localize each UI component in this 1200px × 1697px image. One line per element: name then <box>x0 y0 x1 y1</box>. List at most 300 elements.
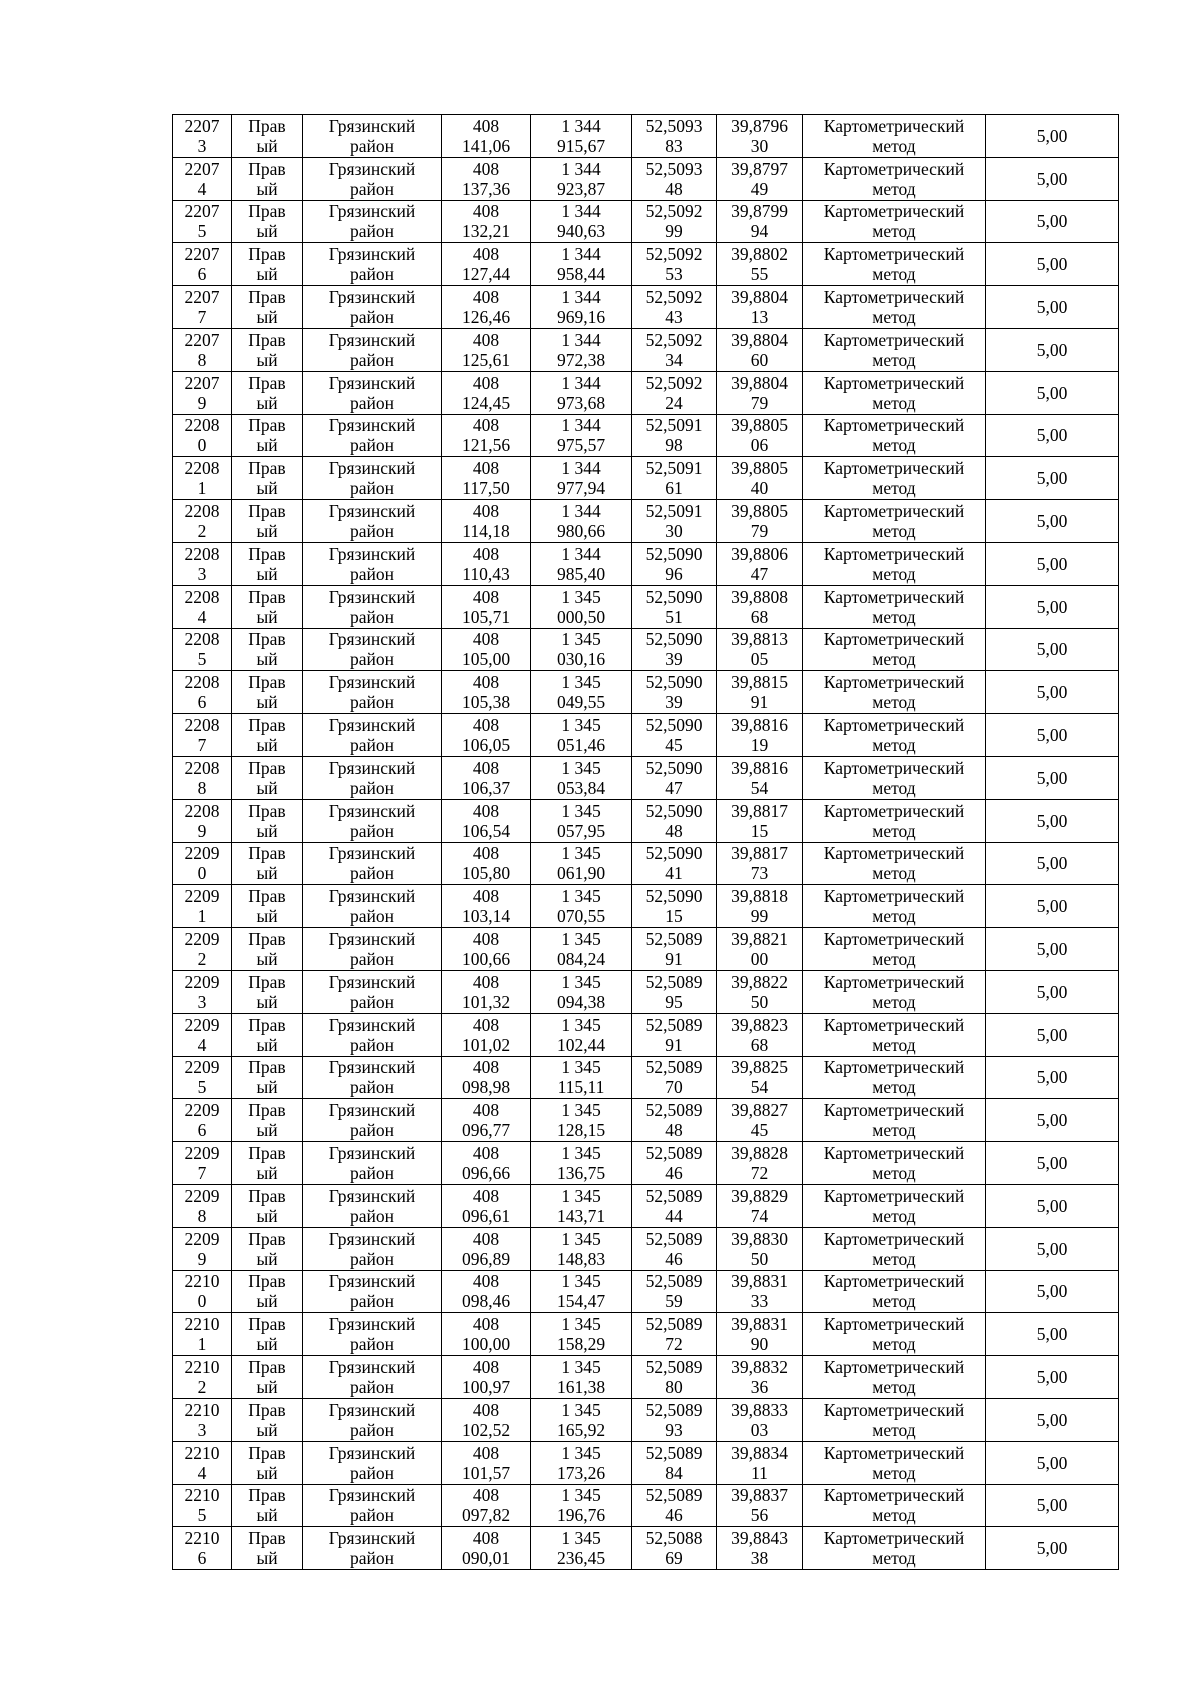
x-coordinate-cell <box>442 1184 531 1227</box>
x-coordinate-line: 101,57 <box>461 1462 511 1483</box>
latitude-line: 83 <box>665 135 683 156</box>
side-cell <box>232 243 303 286</box>
y-coordinate-line: 102,44 <box>556 1034 606 1055</box>
longitude-line: 00 <box>750 949 769 970</box>
method-line: метод <box>872 777 916 798</box>
side-cell <box>232 1099 303 1142</box>
district-cell <box>303 1056 442 1099</box>
point-number-line: 2208 <box>184 586 220 607</box>
method-line: метод <box>872 478 916 499</box>
latitude-cell <box>632 1227 717 1270</box>
latitude-line: 41 <box>665 863 683 884</box>
district-cell <box>303 414 442 457</box>
table-row <box>173 286 1119 329</box>
table-row <box>173 1270 1119 1313</box>
method-line: Картометрический <box>823 843 965 864</box>
longitude-line: 99 <box>750 906 769 927</box>
latitude-cell <box>632 1270 717 1313</box>
accuracy-cell: 5,00 <box>986 585 1119 628</box>
method-line: метод <box>872 1419 916 1440</box>
x-coordinate-cell <box>442 414 531 457</box>
longitude-line: 39,8806 <box>731 543 788 564</box>
longitude-line: 39,8832 <box>731 1357 788 1377</box>
x-coordinate-line: 408 <box>472 543 500 564</box>
method-line: метод <box>872 563 916 584</box>
y-coordinate-line: 1 345 <box>561 1057 601 1078</box>
accuracy-cell: 5,00 <box>986 928 1119 971</box>
accuracy-cell: 5,00 <box>986 157 1119 200</box>
method-line: Картометрический <box>823 672 965 693</box>
side-line: Прав <box>248 629 286 650</box>
method-line: метод <box>872 991 916 1012</box>
side-line: Прав <box>248 843 286 864</box>
table-row <box>173 1184 1119 1227</box>
x-coordinate-line: 408 <box>472 158 500 179</box>
district-line: Грязинский <box>328 115 416 136</box>
longitude-line: 39,8804 <box>731 329 788 350</box>
point-number-cell <box>173 628 232 671</box>
x-coordinate-cell <box>442 1142 531 1185</box>
district-line: район <box>350 1248 394 1269</box>
longitude-line: 39,8802 <box>731 244 788 265</box>
latitude-line: 72 <box>665 1334 683 1355</box>
district-line: Грязинский <box>328 1143 416 1164</box>
method-cell <box>803 1227 986 1270</box>
district-line: район <box>350 649 394 670</box>
table-row <box>173 1398 1119 1441</box>
y-coordinate-cell <box>531 157 632 200</box>
latitude-line: 30 <box>665 521 683 542</box>
latitude-cell <box>632 115 717 158</box>
district-line: Грязинский <box>328 715 416 736</box>
method-cell <box>803 1356 986 1399</box>
side-line: ый <box>256 178 278 199</box>
method-cell <box>803 799 986 842</box>
latitude-cell <box>632 928 717 971</box>
district-line: район <box>350 863 394 884</box>
table-row <box>173 1227 1119 1270</box>
latitude-line: 45 <box>665 735 683 756</box>
district-line: Грязинский <box>328 1100 416 1121</box>
method-line: метод <box>872 606 916 627</box>
point-number-line: 2208 <box>184 715 220 736</box>
x-coordinate-cell <box>442 585 531 628</box>
x-coordinate-cell <box>442 1484 531 1527</box>
y-coordinate-line: 1 345 <box>561 971 601 992</box>
point-number-line: 2208 <box>184 672 220 693</box>
longitude-line: 74 <box>750 1205 769 1226</box>
point-number-line: 2207 <box>184 287 220 308</box>
latitude-line: 69 <box>665 1548 683 1569</box>
latitude-line: 52,5089 <box>645 1271 703 1292</box>
side-line: Прав <box>248 800 286 821</box>
latitude-line: 52,5090 <box>645 543 703 564</box>
district-cell <box>303 1270 442 1313</box>
side-line: Прав <box>248 115 286 136</box>
y-coordinate-line: 196,76 <box>556 1505 606 1526</box>
method-line: Картометрический <box>823 886 965 907</box>
y-coordinate-line: 1 345 <box>561 800 601 821</box>
side-cell <box>232 885 303 928</box>
x-coordinate-line: 408 <box>472 201 500 222</box>
latitude-line: 91 <box>665 949 683 970</box>
y-coordinate-line: 1 344 <box>561 287 601 308</box>
point-number-line: 7 <box>197 735 207 756</box>
x-coordinate-line: 408 <box>472 929 500 950</box>
point-number-line: 2210 <box>184 1314 220 1335</box>
district-line: район <box>350 777 394 798</box>
y-coordinate-line: 057,95 <box>556 820 606 841</box>
longitude-line: 50 <box>750 991 769 1012</box>
side-line: ый <box>256 221 278 242</box>
y-coordinate-line: 1 344 <box>561 115 601 136</box>
longitude-cell <box>717 1184 803 1227</box>
side-cell <box>232 1142 303 1185</box>
longitude-line: 13 <box>750 307 769 328</box>
point-number-cell <box>173 414 232 457</box>
longitude-line: 72 <box>750 1163 769 1184</box>
x-coordinate-line: 110,43 <box>462 563 510 584</box>
y-coordinate-line: 975,57 <box>556 435 606 456</box>
district-cell <box>303 328 442 371</box>
point-number-line: 2209 <box>184 1100 220 1121</box>
side-line: Прав <box>248 1271 286 1292</box>
latitude-line: 95 <box>665 991 683 1012</box>
district-line: район <box>350 949 394 970</box>
table-row <box>173 1142 1119 1185</box>
point-number-line: 5 <box>197 1077 207 1098</box>
point-number-line: 2 <box>197 949 207 970</box>
longitude-cell <box>717 414 803 457</box>
longitude-cell <box>717 1227 803 1270</box>
point-number-line: 6 <box>197 1120 207 1141</box>
x-coordinate-line: 408 <box>472 1143 500 1164</box>
method-line: Картометрический <box>823 1100 965 1121</box>
district-line: Грязинский <box>328 1528 416 1549</box>
table-row <box>173 970 1119 1013</box>
method-line: Картометрический <box>823 1143 965 1164</box>
longitude-line: 39,8821 <box>731 929 788 950</box>
method-line: Картометрический <box>823 800 965 821</box>
x-coordinate-line: 106,37 <box>461 777 511 798</box>
x-coordinate-line: 096,89 <box>461 1248 511 1269</box>
district-line: Грязинский <box>328 287 416 308</box>
side-cell <box>232 1227 303 1270</box>
point-number-line: 1 <box>197 1334 207 1355</box>
side-line: Прав <box>248 415 286 436</box>
table-row <box>173 414 1119 457</box>
district-line: Грязинский <box>328 1399 416 1420</box>
district-cell <box>303 457 442 500</box>
point-number-cell <box>173 1056 232 1099</box>
point-number-line: 2208 <box>184 543 220 564</box>
y-coordinate-line: 1 344 <box>561 501 601 522</box>
y-coordinate-cell <box>531 1313 632 1356</box>
point-number-line: 2209 <box>184 886 220 907</box>
longitude-line: 15 <box>750 820 769 841</box>
longitude-cell <box>717 1013 803 1056</box>
longitude-line: 90 <box>750 1334 769 1355</box>
method-line: метод <box>872 949 916 970</box>
side-cell <box>232 157 303 200</box>
latitude-cell <box>632 1313 717 1356</box>
district-cell <box>303 671 442 714</box>
district-line: Грязинский <box>328 886 416 907</box>
longitude-line: 56 <box>750 1505 769 1526</box>
longitude-line: 39,8804 <box>731 287 788 308</box>
point-number-line: 0 <box>197 1291 207 1312</box>
y-coordinate-cell <box>531 585 632 628</box>
accuracy-cell: 5,00 <box>986 414 1119 457</box>
table-row <box>173 371 1119 414</box>
district-line: район <box>350 991 394 1012</box>
accuracy-cell: 5,00 <box>986 1356 1119 1399</box>
point-number-line: 2207 <box>184 329 220 350</box>
latitude-cell <box>632 1184 717 1227</box>
method-cell <box>803 1142 986 1185</box>
longitude-line: 19 <box>750 735 769 756</box>
accuracy-cell: 5,00 <box>986 371 1119 414</box>
y-coordinate-line: 1 344 <box>561 415 601 436</box>
district-line: район <box>350 1505 394 1526</box>
accuracy-cell: 5,00 <box>986 200 1119 243</box>
y-coordinate-line: 1 345 <box>561 886 601 907</box>
accuracy-cell: 5,00 <box>986 1270 1119 1313</box>
side-line: Прав <box>248 458 286 479</box>
latitude-line: 52,5089 <box>645 1057 703 1078</box>
y-coordinate-line: 977,94 <box>556 478 606 499</box>
district-line: район <box>350 178 394 199</box>
x-coordinate-line: 126,46 <box>461 307 511 328</box>
district-line: район <box>350 820 394 841</box>
district-line: Грязинский <box>328 1228 416 1249</box>
table-row <box>173 500 1119 543</box>
latitude-line: 52,5089 <box>645 1228 703 1249</box>
y-coordinate-line: 1 345 <box>561 1485 601 1506</box>
method-line: метод <box>872 435 916 456</box>
side-cell <box>232 714 303 757</box>
point-number-line: 9 <box>197 1248 207 1269</box>
district-cell <box>303 1356 442 1399</box>
method-cell <box>803 115 986 158</box>
point-number-line: 8 <box>197 1205 207 1226</box>
latitude-cell <box>632 542 717 585</box>
longitude-cell <box>717 628 803 671</box>
longitude-line: 39,8831 <box>731 1271 788 1292</box>
accuracy-cell: 5,00 <box>986 500 1119 543</box>
district-line: район <box>350 521 394 542</box>
x-coordinate-line: 408 <box>472 501 500 522</box>
x-coordinate-line: 408 <box>472 1357 500 1377</box>
longitude-line: 39,8837 <box>731 1485 788 1506</box>
side-line: Прав <box>248 1399 286 1420</box>
x-coordinate-line: 408 <box>472 1314 500 1335</box>
x-coordinate-line: 408 <box>472 629 500 650</box>
longitude-cell <box>717 115 803 158</box>
longitude-line: 39,8831 <box>731 1314 788 1335</box>
latitude-line: 59 <box>665 1291 683 1312</box>
side-line: Прав <box>248 1185 286 1206</box>
point-number-line: 2209 <box>184 929 220 950</box>
longitude-line: 39,8816 <box>731 715 788 736</box>
latitude-line: 52,5090 <box>645 629 703 650</box>
y-coordinate-line: 1 345 <box>561 715 601 736</box>
method-cell <box>803 1013 986 1056</box>
longitude-cell <box>717 1398 803 1441</box>
longitude-line: 33 <box>750 1291 769 1312</box>
method-line: метод <box>872 392 916 413</box>
y-coordinate-line: 1 345 <box>561 1228 601 1249</box>
latitude-line: 52,5089 <box>645 1185 703 1206</box>
latitude-line: 52,5090 <box>645 886 703 907</box>
point-number-cell <box>173 157 232 200</box>
point-number-cell <box>173 756 232 799</box>
table-body <box>173 115 1119 1570</box>
method-line: метод <box>872 1120 916 1141</box>
longitude-cell <box>717 1056 803 1099</box>
latitude-line: 34 <box>665 349 683 370</box>
district-cell <box>303 1441 442 1484</box>
side-line: Прав <box>248 287 286 308</box>
district-cell <box>303 842 442 885</box>
side-cell <box>232 1313 303 1356</box>
side-cell <box>232 671 303 714</box>
method-line: Картометрический <box>823 158 965 179</box>
point-number-line: 7 <box>197 307 207 328</box>
y-coordinate-line: 972,38 <box>556 349 606 370</box>
latitude-line: 52,5089 <box>645 1399 703 1420</box>
longitude-line: 30 <box>750 135 769 156</box>
side-line: ый <box>256 478 278 499</box>
side-cell <box>232 628 303 671</box>
method-cell <box>803 200 986 243</box>
x-coordinate-line: 408 <box>472 1271 500 1292</box>
side-line: ый <box>256 1163 278 1184</box>
longitude-line: 39,8797 <box>731 158 788 179</box>
table-row <box>173 842 1119 885</box>
latitude-line: 52,5092 <box>645 287 703 308</box>
method-line: Картометрический <box>823 971 965 992</box>
y-coordinate-line: 061,90 <box>556 863 606 884</box>
y-coordinate-line: 1 345 <box>561 1271 601 1292</box>
y-coordinate-line: 958,44 <box>556 264 606 285</box>
accuracy-cell: 5,00 <box>986 457 1119 500</box>
district-cell <box>303 799 442 842</box>
x-coordinate-cell <box>442 115 531 158</box>
longitude-cell <box>717 1313 803 1356</box>
longitude-line: 39,8817 <box>731 843 788 864</box>
method-line: Картометрический <box>823 1014 965 1035</box>
side-line: Прав <box>248 1357 286 1377</box>
side-line: ый <box>256 1462 278 1483</box>
method-line: метод <box>872 1077 916 1098</box>
latitude-line: 46 <box>665 1163 683 1184</box>
district-line: район <box>350 1205 394 1226</box>
table-row <box>173 928 1119 971</box>
district-cell <box>303 885 442 928</box>
latitude-line: 44 <box>665 1205 683 1226</box>
accuracy-cell: 5,00 <box>986 885 1119 928</box>
district-line: Грязинский <box>328 672 416 693</box>
accuracy-cell: 5,00 <box>986 628 1119 671</box>
accuracy-cell: 5,00 <box>986 1313 1119 1356</box>
longitude-cell <box>717 842 803 885</box>
longitude-cell <box>717 671 803 714</box>
method-cell <box>803 714 986 757</box>
method-line: метод <box>872 264 916 285</box>
y-coordinate-line: 969,16 <box>556 307 606 328</box>
latitude-line: 47 <box>665 777 683 798</box>
longitude-cell <box>717 1099 803 1142</box>
x-coordinate-line: 408 <box>472 971 500 992</box>
x-coordinate-line: 408 <box>472 244 500 265</box>
latitude-cell <box>632 328 717 371</box>
point-number-line: 9 <box>197 392 207 413</box>
accuracy-cell: 5,00 <box>986 1398 1119 1441</box>
point-number-line: 8 <box>197 349 207 370</box>
latitude-cell <box>632 1099 717 1142</box>
latitude-line: 52,5090 <box>645 757 703 778</box>
longitude-line: 60 <box>750 349 769 370</box>
method-line: метод <box>872 1205 916 1226</box>
side-line: ый <box>256 135 278 156</box>
method-cell <box>803 157 986 200</box>
method-line: Картометрический <box>823 586 965 607</box>
latitude-line: 52,5089 <box>645 1485 703 1506</box>
accuracy-cell: 5,00 <box>986 714 1119 757</box>
method-line: Картометрический <box>823 501 965 522</box>
y-coordinate-line: 1 344 <box>561 158 601 179</box>
side-line: Прав <box>248 329 286 350</box>
latitude-line: 15 <box>665 906 683 927</box>
point-number-line: 9 <box>197 820 207 841</box>
latitude-line: 52,5088 <box>645 1528 703 1549</box>
side-line: Прав <box>248 201 286 222</box>
longitude-line: 55 <box>750 264 769 285</box>
point-number-line: 2209 <box>184 1143 220 1164</box>
table-row <box>173 157 1119 200</box>
side-line: ый <box>256 1077 278 1098</box>
method-line: Картометрический <box>823 629 965 650</box>
x-coordinate-line: 137,36 <box>461 178 511 199</box>
side-line: ый <box>256 820 278 841</box>
method-line: Картометрический <box>823 329 965 350</box>
side-line: ый <box>256 692 278 713</box>
method-cell <box>803 1313 986 1356</box>
method-line: Картометрический <box>823 1485 965 1506</box>
method-cell <box>803 671 986 714</box>
latitude-cell <box>632 714 717 757</box>
x-coordinate-line: 100,97 <box>461 1377 511 1397</box>
method-cell <box>803 1398 986 1441</box>
side-line: Прав <box>248 929 286 950</box>
latitude-cell <box>632 414 717 457</box>
method-line: Картометрический <box>823 1357 965 1377</box>
district-line: Грязинский <box>328 929 416 950</box>
side-line: Прав <box>248 1143 286 1164</box>
method-cell <box>803 1270 986 1313</box>
x-coordinate-line: 096,61 <box>461 1205 511 1226</box>
side-cell <box>232 1270 303 1313</box>
y-coordinate-line: 1 344 <box>561 201 601 222</box>
x-coordinate-cell <box>442 457 531 500</box>
y-coordinate-line: 1 345 <box>561 672 601 693</box>
side-line: Прав <box>248 1057 286 1078</box>
point-number-line: 3 <box>197 991 207 1012</box>
district-line: Грязинский <box>328 372 416 393</box>
side-line: ый <box>256 606 278 627</box>
method-line: Картометрический <box>823 929 965 950</box>
